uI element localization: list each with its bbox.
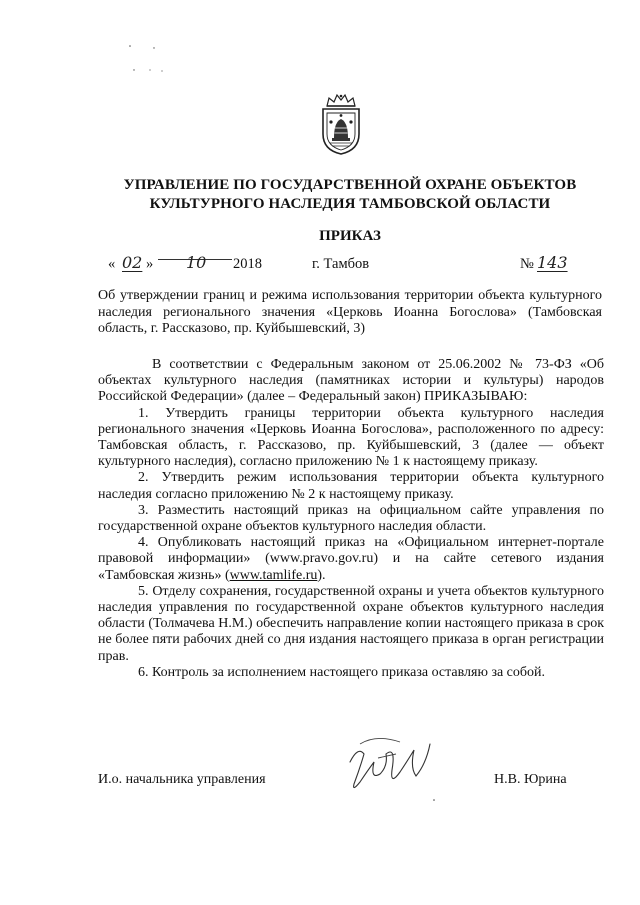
body-item-4 <box>98 535 604 584</box>
order-number: 143 <box>537 253 568 272</box>
body-item-5: 5. Отделу сохранения, государственной охраны и учета объектов культурного наследия управления по государственной охране объектов культурного наследия области (Толмачева Н.М.) обеспечить направление копии настоящего приказа в срок не более пяти рабочих дней со дня издания настоящего приказа в орган регистрации прав. <box>98 583 604 664</box>
body-item-4-text: 4. Опубликовать настоящий приказ на «Официальном интернет-портале правовой информации» (www.pravo.gov.ru) и на сайте сетевого издания «Тамбовская жизнь» ( <box>98 535 604 583</box>
organization-line-2: КУЛЬТУРНОГО НАСЛЕДИЯ ТАМБОВСКОЙ ОБЛАСТИ <box>149 196 551 212</box>
body-intro: В соответствии с Федеральным законом от 25.06.2002 № 73-ФЗ «Об объектах культурного наследия (памятниках истории и культуры) народов Российской Федерации» (далее – Федеральный закон) ПРИКАЗЫВАЮ: <box>98 357 604 405</box>
tamlife-link[interactable]: www.tamlife.ru <box>229 567 318 583</box>
body-item-4-end: ). <box>317 567 326 583</box>
body-item-6: 6. Контроль за исполнением настоящего приказа оставляю за собой. <box>138 664 546 680</box>
order-number-prefix: № <box>520 256 534 272</box>
date-year: 2018 <box>233 256 262 272</box>
signatory-position: И.о. начальника управления <box>98 772 266 787</box>
handwritten-signature <box>330 724 440 804</box>
body-item-3: 3. Разместить настоящий приказ на официальном сайте управления по государственной охране объектов культурного наследия области. <box>98 502 604 535</box>
body-item-1: 1. Утвердить границы территории объекта культурного наследия регионального значения «Церковь Иоанна Богослова», расположенного по адресу: Тамбовская область, г. Рассказово, пр. Куйбышевский, 3 (далее — объект культурного наследия), согласно приложению № 1 к настоящему приказу. <box>98 405 604 470</box>
city: г. Тамбов <box>312 256 370 272</box>
document-subject: Об утверждении границ и режима использования территории объекта культурного наследия регионального значения «Церковь Иоанна Богослова» (Тамбовская область, г. Рассказово, пр. Куйбышевский, 3) <box>98 288 602 336</box>
body-item-2: 2. Утвердить режим использования территории объекта культурного наследия согласно приложению № 2 к настоящему приказу. <box>98 470 604 502</box>
date-quote-close: » <box>146 256 154 272</box>
tambov-coat-of-arms-icon <box>318 92 364 156</box>
date-day: 02 <box>122 253 143 272</box>
organization-name <box>90 176 610 214</box>
scan-specks <box>120 40 180 80</box>
organization-line-1: УПРАВЛЕНИЕ ПО ГОСУДАРСТВЕННОЙ ОХРАНЕ ОБЪЕКТОВ <box>123 177 577 193</box>
document-type: ПРИКАЗ <box>319 228 381 244</box>
document-body <box>98 357 604 681</box>
date-quote-open: « <box>108 256 116 272</box>
date-month: 10 <box>186 253 207 272</box>
signatory-name: Н.В. Юрина <box>494 772 567 787</box>
